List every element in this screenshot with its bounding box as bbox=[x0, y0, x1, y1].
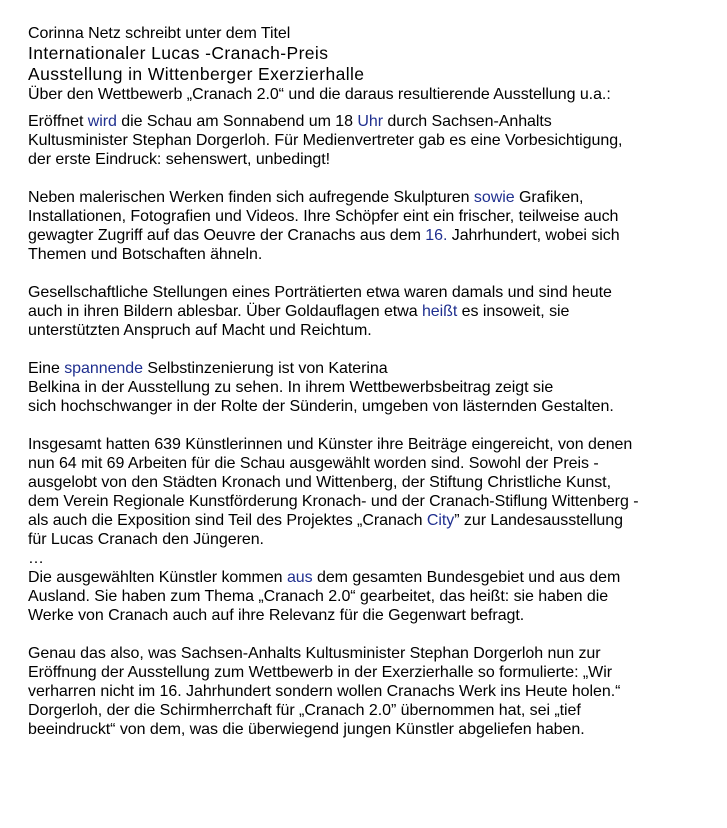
paragraph-3 bbox=[28, 283, 718, 340]
text-line bbox=[28, 511, 718, 530]
highlighted-word: spannende bbox=[64, 360, 143, 377]
text-line: verharren nicht im 16. Jahrhundert sondern wollen Cranachs Werk ins Heute holen.“ bbox=[28, 683, 621, 700]
text-segment: durch Sachsen-Anhalts bbox=[382, 113, 552, 130]
text-line: nun 64 mit 69 Arbeiten für die Schau ausgewählt worden sind. Sowohl der Preis - bbox=[28, 455, 599, 472]
text-line: Eröffnung der Ausstellung zum Wettbewerb in der Exerzierhalle so formulierte: „Wir bbox=[28, 664, 613, 681]
highlighted-word: 16. bbox=[425, 227, 448, 244]
text-line bbox=[28, 226, 718, 245]
text-line: Installationen, Fotografien und Videos. Ihre Schöpfer eint ein frischer, teilweise auch bbox=[28, 208, 619, 225]
spacer bbox=[28, 416, 718, 435]
text-line: für Lucas Cranach den Jüngeren. bbox=[28, 531, 264, 548]
byline: Corinna Netz schreibt unter dem Titel bbox=[28, 25, 291, 42]
text-line: Ausland. Sie haben zum Thema „Cranach 2.0“ gearbeitet, das heißt: sie haben die bbox=[28, 588, 609, 605]
text-line bbox=[28, 359, 718, 378]
paragraph-5 bbox=[28, 435, 718, 568]
spacer bbox=[28, 625, 718, 644]
text-segment: als auch die Exposition sind Teil des Projektes „Cranach bbox=[28, 512, 427, 529]
text-line: Themen und Botschaften ähneln. bbox=[28, 246, 263, 263]
text-segment: gewagter Zugriff auf das Oeuvre der Cranachs aus dem bbox=[28, 227, 426, 244]
text-segment: Grafiken, bbox=[514, 189, 584, 206]
ellipsis: … bbox=[28, 550, 44, 567]
text-line: Dorgerloh, der die Schirmherrchaft für „Cranach 2.0” übernommen hat, sei „tief bbox=[28, 702, 581, 719]
paragraph-4 bbox=[28, 359, 718, 416]
text-line: Insgesamt hatten 639 Künstlerinnen und Künster ihre Beiträge eingereicht, von denen bbox=[28, 436, 633, 453]
paragraph-7 bbox=[28, 644, 718, 739]
text-line bbox=[28, 302, 718, 321]
text-segment: Selbstinzenierung ist von Katerina bbox=[142, 360, 388, 377]
text-line: Kultusminister Stephan Dorgerloh. Für Medienvertreter gab es eine Vorbesichtigung, bbox=[28, 132, 623, 149]
text-line: Werke von Cranach auch auf ihre Relevanz für die Gegenwart befragt. bbox=[28, 607, 525, 624]
highlighted-word: aus bbox=[286, 569, 313, 586]
highlighted-word: Uhr bbox=[357, 113, 383, 130]
paragraph-6 bbox=[28, 568, 718, 625]
text-line: Gesellschaftliche Stellungen eines Porträtierten etwa waren damals und sind heute bbox=[28, 284, 612, 301]
text-line: ausgelobt von den Städten Kronach und Wittenberg, der Stiftung Christliche Kunst, bbox=[28, 474, 611, 491]
highlighted-word: heißt bbox=[421, 303, 458, 320]
article-title-line-1: Internationaler Lucas -Cranach-Preis bbox=[28, 43, 329, 63]
text-segment: die Schau am Sonnabend um 18 bbox=[116, 113, 358, 130]
text-line: Genau das also, was Sachsen-Anhalts Kultusminister Stephan Dorgerloh nun zur bbox=[28, 645, 601, 662]
text-segment: Neben malerischen Werken finden sich aufregende Skulpturen bbox=[28, 189, 474, 206]
highlighted-word: sowie bbox=[473, 189, 515, 206]
spacer bbox=[28, 340, 718, 359]
spacer bbox=[28, 264, 718, 283]
highlighted-word: City bbox=[426, 512, 455, 529]
spacer bbox=[28, 169, 718, 188]
text-line: sich hochschwanger in der Rolte der Sünderin, umgeben von lästernden Gestalten. bbox=[28, 398, 614, 415]
text-line: beeindruckt“ von dem, was die überwiegend jungen Künstler abgeliefen haben. bbox=[28, 721, 585, 738]
text-segment: ” zur Landesausstellung bbox=[454, 512, 623, 529]
text-line bbox=[28, 188, 718, 207]
text-segment: Die ausgewählten Künstler kommen bbox=[28, 569, 287, 586]
text-segment: Jahrhundert, wobei sich bbox=[447, 227, 620, 244]
text-line bbox=[28, 568, 718, 587]
text-line: dem Verein Regionale Kunstförderung Kronach- und der Cranach-Stiflung Wittenberg - bbox=[28, 493, 639, 510]
text-line bbox=[28, 112, 718, 131]
intro-line: Über den Wettbewerb „Cranach 2.0“ und die daraus resultierende Ausstellung u.a.: bbox=[28, 86, 611, 103]
paragraph-2 bbox=[28, 188, 718, 264]
text-segment: dem gesamten Bundesgebiet und aus dem bbox=[312, 569, 621, 586]
text-line: Belkina in der Ausstellung zu sehen. In ihrem Wettbewerbsbeitrag zeigt sie bbox=[28, 379, 554, 396]
paragraph-1 bbox=[28, 112, 718, 169]
text-line: der erste Eindruck: sehenswert, unbedingt! bbox=[28, 151, 331, 168]
text-line: unterstützten Anspruch auf Macht und Reichtum. bbox=[28, 322, 372, 339]
article-header bbox=[28, 24, 718, 104]
highlighted-word: wird bbox=[87, 113, 117, 130]
article bbox=[28, 24, 718, 739]
text-segment: es insoweit, sie bbox=[457, 303, 570, 320]
spacer bbox=[28, 104, 718, 112]
article-title-line-2: Ausstellung in Wittenberger Exerzierhalle bbox=[28, 64, 365, 84]
text-segment: Eröffnet bbox=[28, 113, 88, 130]
text-segment: auch in ihren Bildern ablesbar. Über Goldauflagen etwa bbox=[28, 303, 422, 320]
text-segment: Eine bbox=[28, 360, 65, 377]
